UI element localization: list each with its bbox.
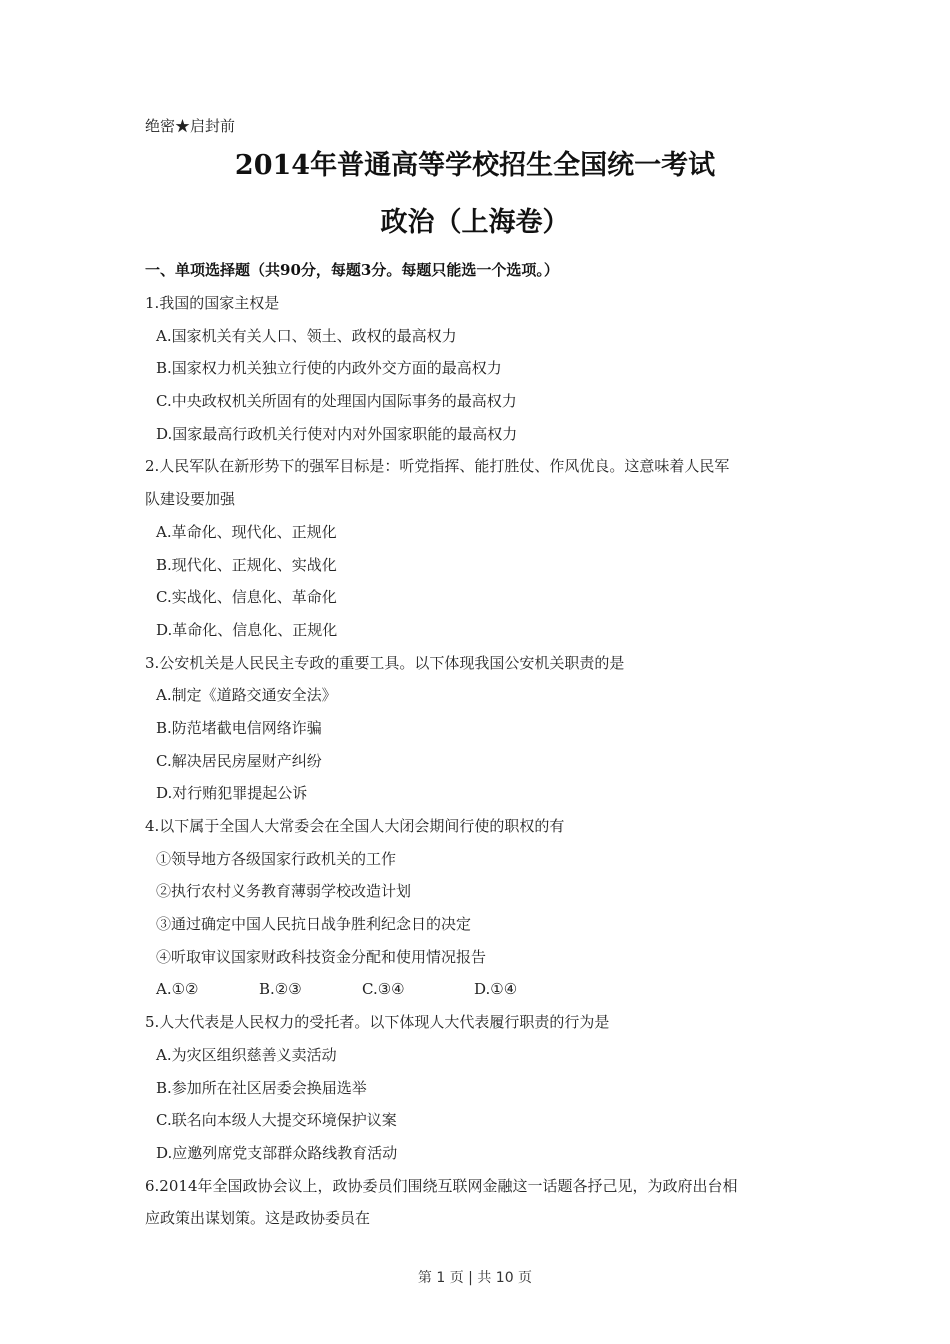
question-3-option-b: B.防范堵截电信网络诈骗 [156,718,322,737]
exam-subtitle: 政治（上海卷） [380,207,570,238]
question-2-stem-line2: 队建设要加强 [145,490,236,509]
question-3-stem: 3.公安机关是人民民主专政的重要工具。以下体现我国公安机关职责的是 [145,653,625,672]
question-4-option-a: A.①② [156,980,199,999]
question-3-option-c: C.解决居民房屋财产纠纷 [156,751,322,770]
question-4-item-3: ③通过确定中国人民抗日战争胜利纪念日的决定 [156,915,472,934]
question-4-options [145,977,810,1010]
question-1-stem: 1.我国的国家主权是 [145,294,280,312]
question-3-option-a: A.制定《道路交通安全法》 [156,686,337,705]
question-1-option-d: D.国家最高行政机关行使对内对外国家职能的最高权力 [156,424,518,443]
question-4-option-c: C.③④ [362,980,405,999]
question-1-option-c: C.中央政权机关所固有的处理国内国际事务的最高权力 [156,392,517,411]
question-5-option-d: D.应邀列席党支部群众路线教育活动 [156,1143,398,1162]
question-2-stem-line1: 2.人民军队在新形势下的强军目标是：听党指挥、能打胜仗、作风优良。这意味着人民军 [145,457,730,476]
question-4-item-1: ①领导地方各级国家行政机关的工作 [156,849,397,868]
question-5-option-b: B.参加所在社区居委会换届选举 [156,1078,367,1097]
question-5-stem: 5.人大代表是人民权力的受托者。以下体现人大代表履行职责的行为是 [145,1013,610,1032]
question-2-option-c: C.实战化、信息化、革命化 [156,588,337,607]
question-1-option-a: A.国家机关有关人口、领土、政权的最高权力 [156,326,457,345]
question-4-stem: 4.以下属于全国人大常委会在全国人大闭会期间行使的职权的有 [145,817,565,835]
question-5-option-c: C.联名向本级人大提交环境保护议案 [156,1111,397,1130]
question-3-option-d: D.对行贿犯罪提起公诉 [156,784,308,803]
question-4-item-4: ④听取审议国家财政科技资金分配和使用情况报告 [156,947,487,966]
page-indicator: 第 1 页 | 共 10 页 [417,1270,533,1286]
question-6-stem-line1: 6.2014年全国政协会议上，政协委员们围绕互联网金融这一话题各抒己见，为政府出台相 [145,1176,738,1195]
question-2-option-b: B.现代化、正规化、实战化 [156,555,337,574]
confidential-label: 绝密★启封前 [145,117,236,135]
question-4-item-2: ②执行农村义务教育薄弱学校改造计划 [156,882,412,901]
question-2-option-a: A.革命化、现代化、正规化 [156,522,337,541]
question-5-option-a: A.为灾区组织慈善义卖活动 [156,1045,337,1064]
question-1-option-b: B.国家权力机关独立行使的内政外交方面的最高权力 [156,359,502,378]
question-4-option-b: B.②③ [259,980,302,999]
exam-title: 2014年普通高等学校招生全国统一考试 [234,150,716,181]
question-4-option-d: D.①④ [474,980,518,999]
section-heading: 一、单项选择题（共90分，每题3分。每题只能选一个选项。） [145,261,559,279]
question-list [145,291,810,1239]
question-2-option-d: D.革命化、信息化、正规化 [156,620,338,639]
question-6-stem-line2: 应政策出谋划策。这是政协委员在 [145,1209,371,1228]
